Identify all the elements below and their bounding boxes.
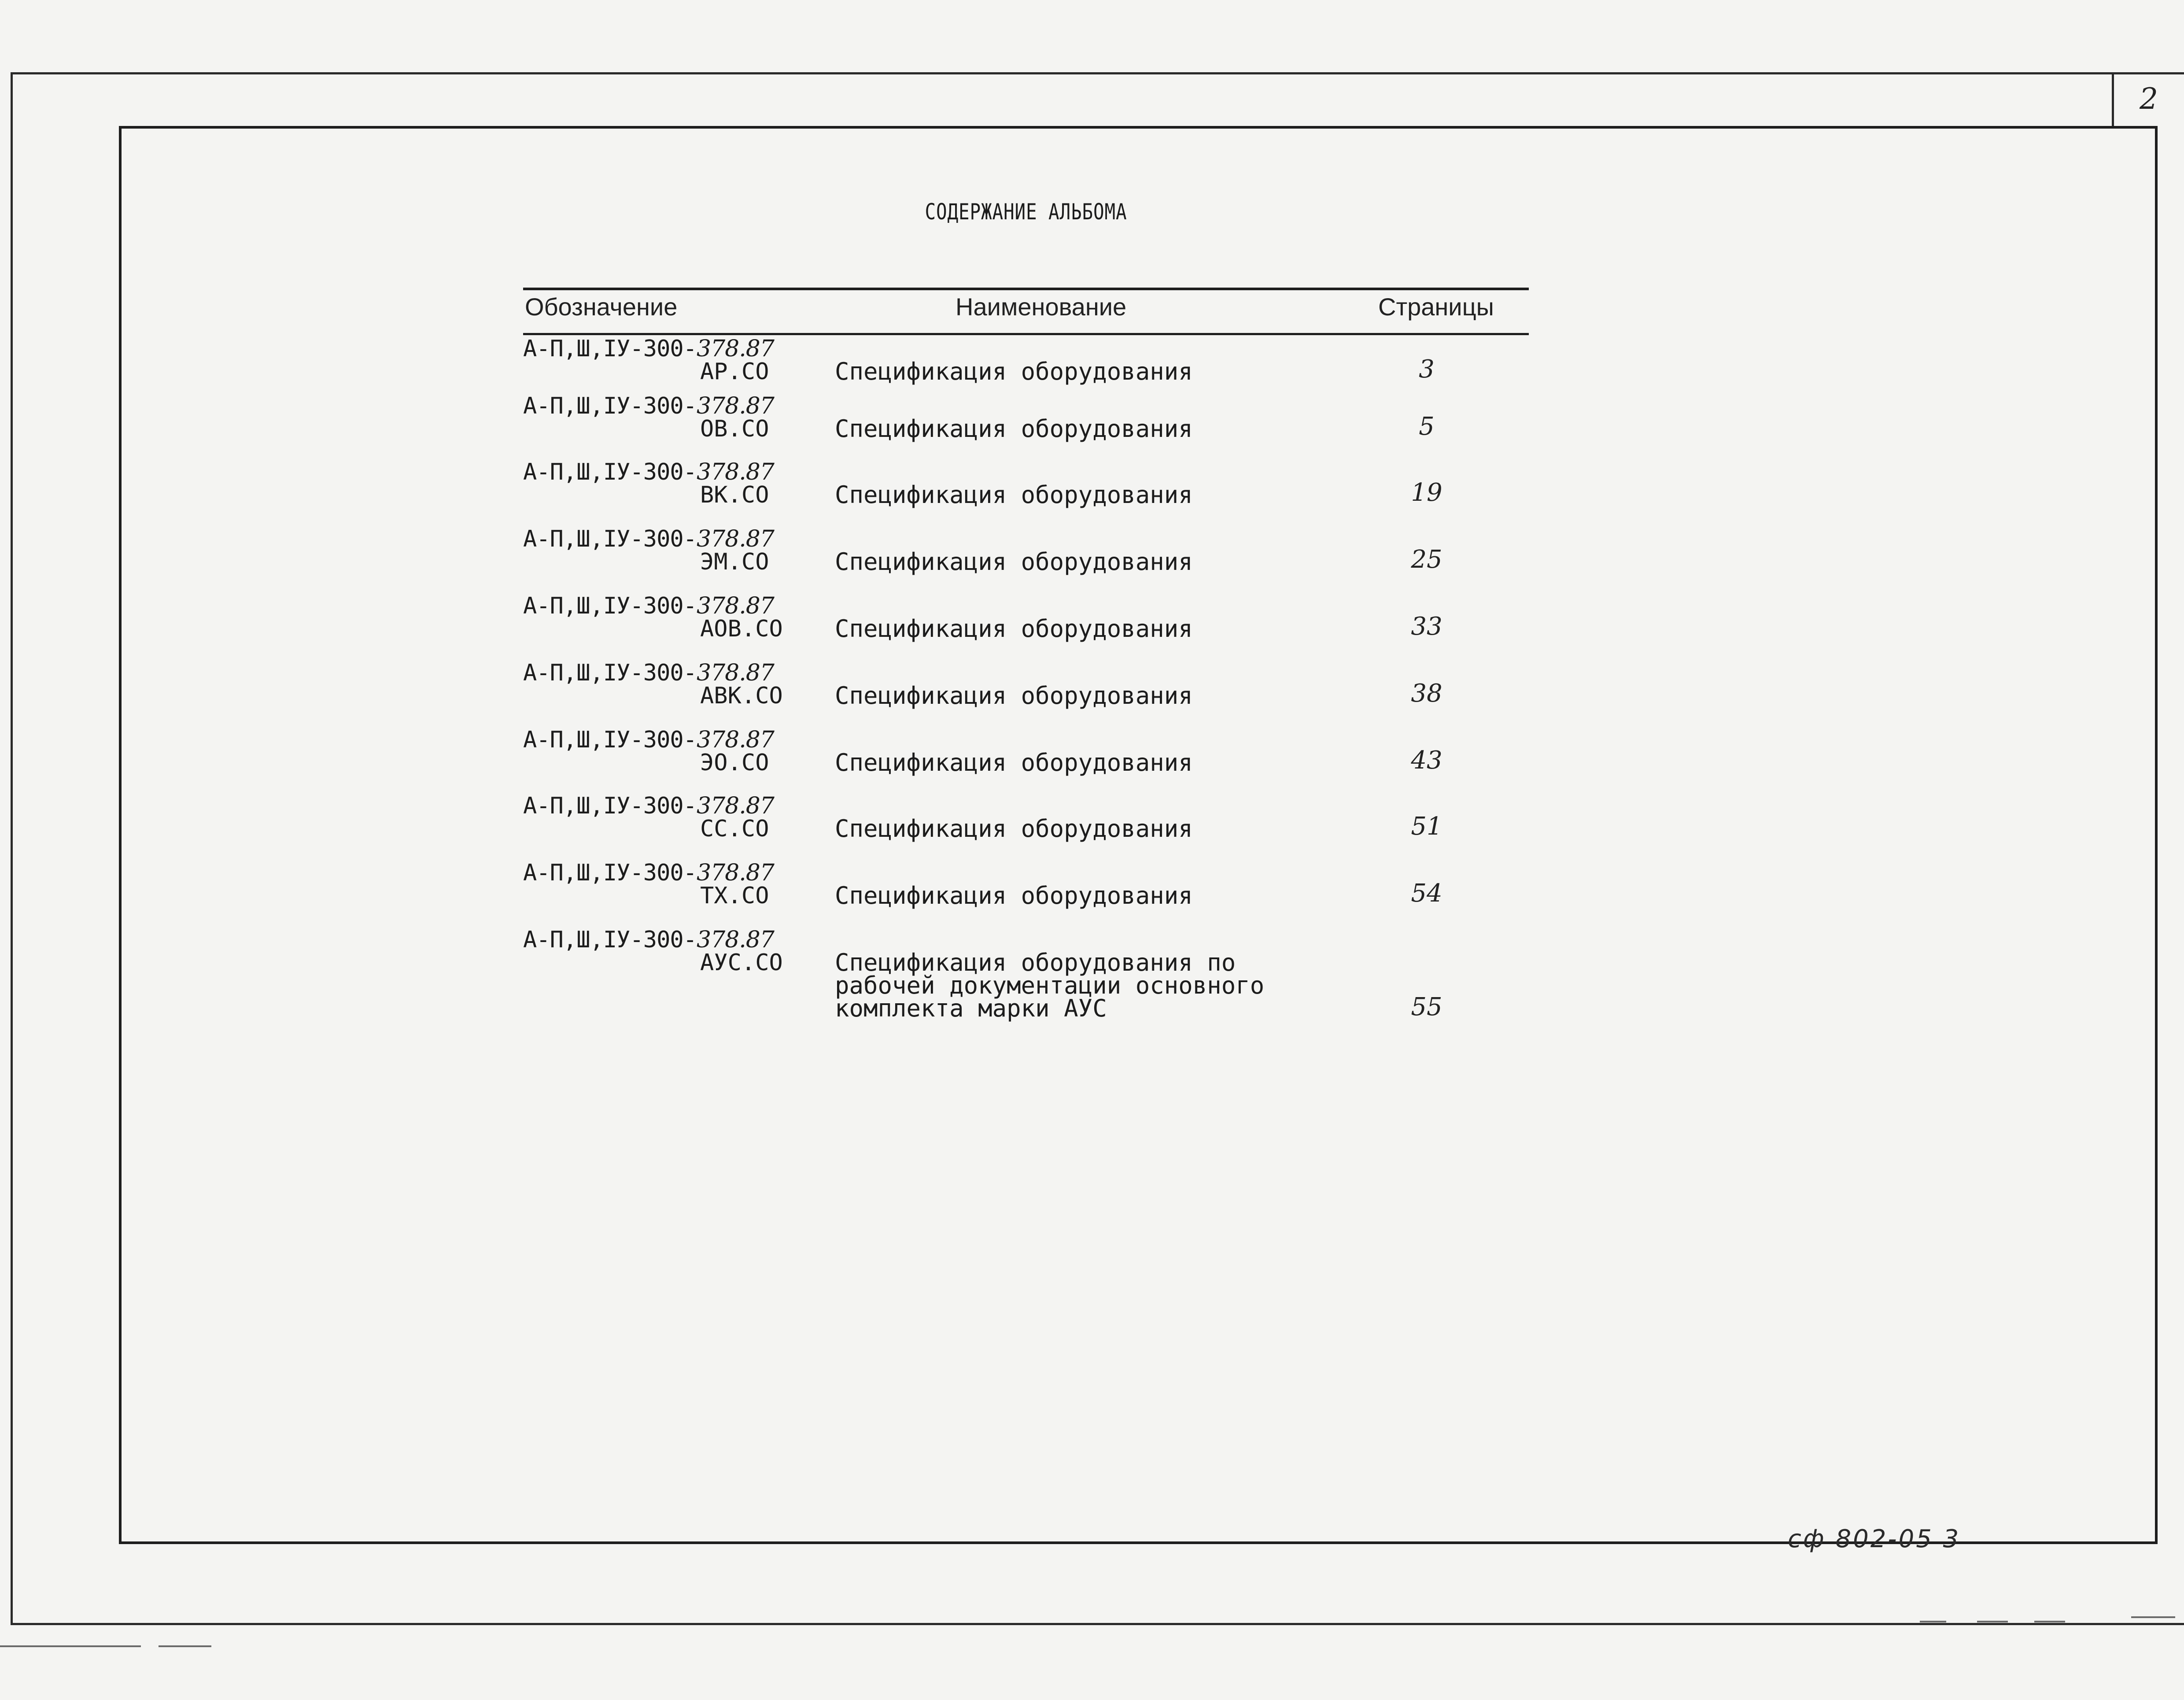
column-header-name: Наименование — [956, 293, 1127, 321]
row-page: 33 — [1411, 612, 1442, 641]
row-code-number: 378.87 — [697, 860, 774, 886]
row-name: Спецификация оборудования — [835, 882, 1193, 909]
row-code-number: 378.87 — [697, 660, 774, 686]
row-code-number: 378.87 — [697, 927, 774, 953]
row-code-suffix: АВК.СО — [700, 683, 783, 709]
row-page: 51 — [1411, 812, 1442, 841]
row-code — [523, 927, 774, 953]
row-page: 19 — [1411, 478, 1442, 507]
row-code-suffix: СС.СО — [700, 816, 769, 842]
row-code-suffix: АУС.СО — [700, 950, 783, 976]
row-code-suffix: ЭО.СО — [700, 750, 769, 776]
row-code — [523, 860, 774, 886]
row-name: Спецификация оборудования — [835, 682, 1193, 710]
row-code-prefix: А-П,Ш,IУ-300- — [523, 459, 697, 485]
row-code-prefix: А-П,Ш,IУ-300- — [523, 927, 697, 953]
page-title: СОДЕРЖАНИЕ АЛЬБОМА — [925, 199, 1127, 225]
row-code-suffix: АР.СО — [700, 358, 769, 385]
row-code-prefix: А-П,Ш,IУ-300- — [523, 793, 697, 819]
row-code-prefix: А-П,Ш,IУ-300- — [523, 660, 697, 686]
row-code-number: 378.87 — [697, 459, 774, 485]
row-page: 55 — [1411, 993, 1442, 1021]
row-code-prefix: А-П,Ш,IУ-300- — [523, 727, 697, 753]
row-name: Спецификация оборудования — [835, 815, 1193, 843]
row-code — [523, 526, 774, 552]
row-page: 5 — [1419, 412, 1435, 441]
scan-artifact-line — [159, 1645, 211, 1647]
row-code-suffix: ОВ.СО — [700, 416, 769, 442]
scan-artifact-line — [2034, 1621, 2065, 1622]
scan-artifact-line — [0, 1645, 141, 1647]
row-code-suffix: АОВ.СО — [700, 616, 783, 642]
row-name: Спецификация оборудования — [835, 615, 1193, 643]
row-code-prefix: А-П,Ш,IУ-300- — [523, 336, 697, 362]
scan-artifact-line — [1920, 1621, 1946, 1622]
row-page: 54 — [1411, 879, 1442, 908]
row-name: Спецификация оборудования — [835, 548, 1193, 576]
table-header-rule — [523, 333, 1529, 335]
row-page: 3 — [1419, 355, 1435, 384]
row-code-suffix: ТХ.СО — [700, 883, 769, 909]
row-code-prefix: А-П,Ш,IУ-300- — [523, 860, 697, 886]
row-code — [523, 660, 774, 686]
row-name: Спецификация оборудования — [835, 481, 1193, 509]
row-name: Спецификация оборудования — [835, 415, 1193, 443]
row-code — [523, 336, 774, 362]
row-page: 25 — [1411, 545, 1442, 574]
row-code — [523, 727, 774, 753]
document-code: сф 802-05 3 — [1788, 1525, 1961, 1553]
row-name: Спецификация оборудования — [835, 358, 1193, 385]
row-page: 43 — [1411, 746, 1442, 775]
row-code — [523, 793, 774, 819]
row-name: Спецификация оборудования по рабочей документации основного комплекта марки АУС — [835, 949, 1265, 1022]
row-page: 38 — [1411, 679, 1442, 708]
row-code-number: 378.87 — [697, 793, 774, 819]
row-name: Спецификация оборудования — [835, 749, 1193, 776]
row-code-number: 378.87 — [697, 336, 774, 362]
row-code-prefix: А-П,Ш,IУ-300- — [523, 393, 697, 419]
row-code-number: 378.87 — [697, 727, 774, 753]
sheet-number: 2 — [2140, 82, 2158, 116]
row-code-prefix: А-П,Ш,IУ-300- — [523, 593, 697, 619]
row-code-suffix: ВК.СО — [700, 482, 769, 508]
row-code — [523, 593, 774, 619]
scan-artifact-line — [1977, 1621, 2008, 1622]
column-header-designation: Обозначение — [525, 293, 678, 321]
scan-artifact-line — [2131, 1616, 2175, 1618]
row-code — [523, 459, 774, 485]
column-header-pages: Страницы — [1378, 293, 1494, 321]
row-code-number: 378.87 — [697, 593, 774, 619]
row-code-prefix: А-П,Ш,IУ-300- — [523, 526, 697, 552]
row-code-number: 378.87 — [697, 393, 774, 419]
table-top-rule — [523, 288, 1529, 290]
row-code — [523, 393, 774, 419]
row-code-suffix: ЭМ.СО — [700, 549, 769, 575]
row-code-number: 378.87 — [697, 526, 774, 552]
